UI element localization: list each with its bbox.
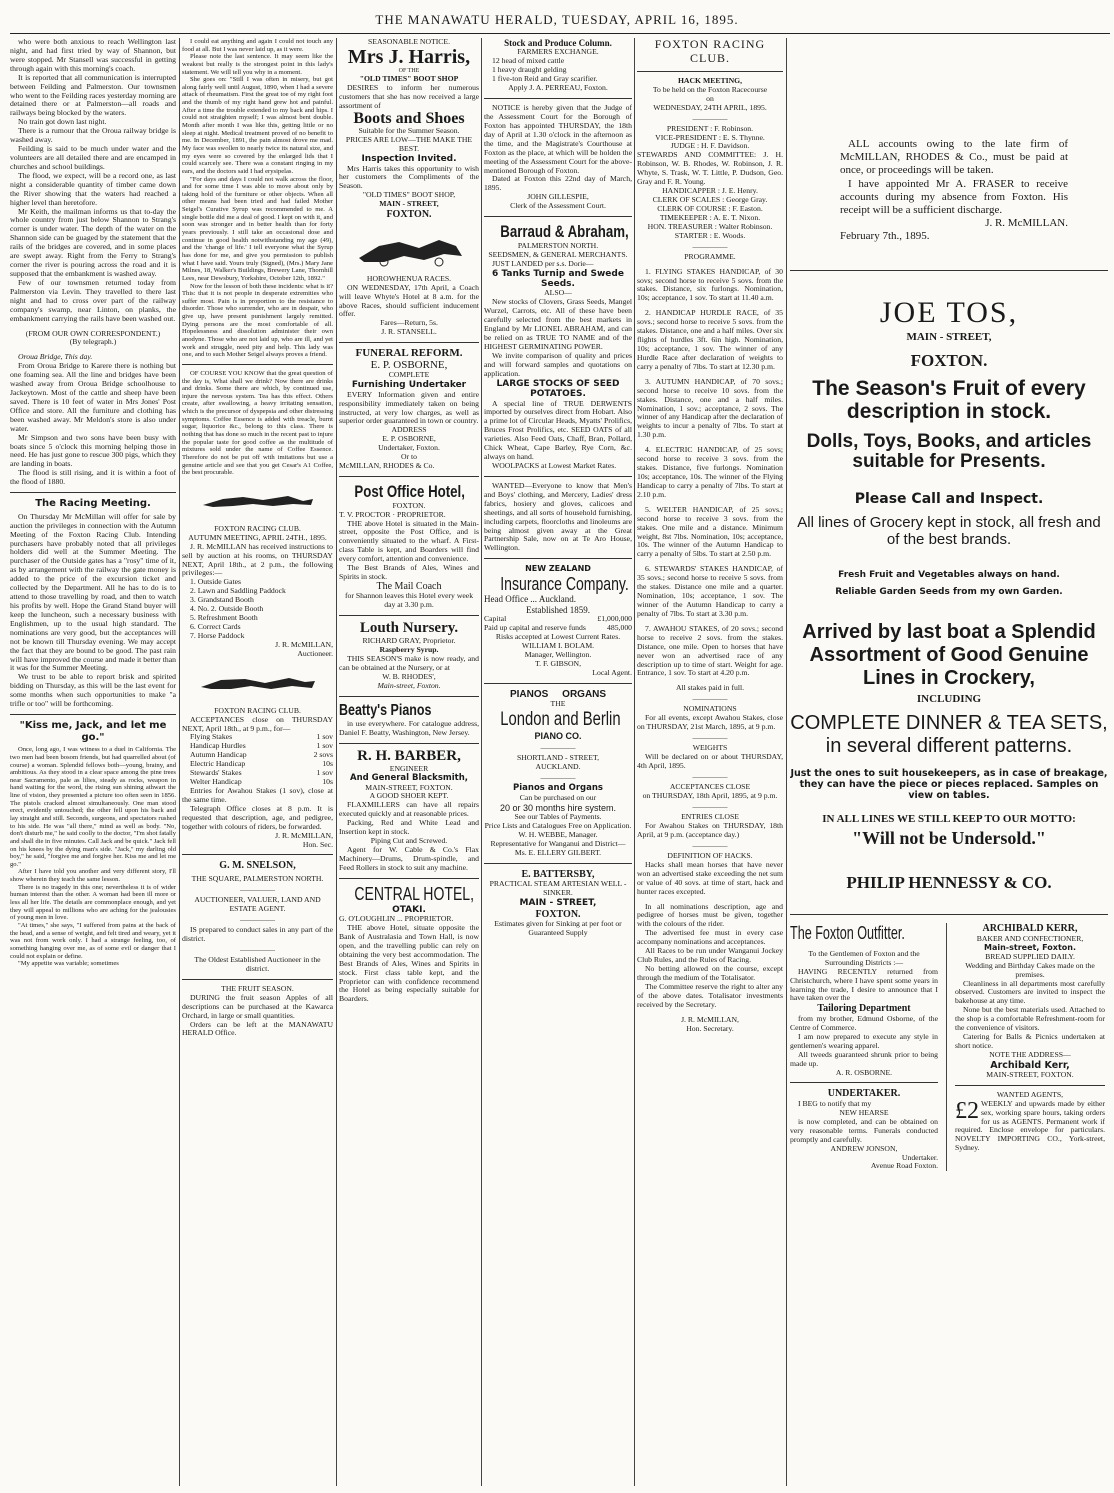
section-heading: DEFINITION OF HACKS. [667, 850, 753, 860]
trade: PRACTICAL STEAM ARTESIAN WELL - SINKER. [489, 879, 627, 898]
proprietor: G. O'LOUGHLIN ... PROPRIETOR. [339, 914, 454, 924]
ad-body: THIS SEASON'S make is now ready, and can be obtained at the Nursery, or at [339, 653, 479, 672]
ad-body: WEEKLY and upwards made by either sex, working spare hours, taking orders for us as AGENTS. Permanent work if required. Enclose envelope for particulars. NOVELTY IMPORTING CO., York-street, Sydney. [955, 1099, 1105, 1153]
proprietor: RICHARD GRAY, Proprietor. [362, 636, 456, 646]
ad-body: EVERY Information given and entire responsibility immediately taken on being instructed, at very low charges, as well as superior order guaranteed in town or country. [339, 389, 479, 426]
risks: Risks accepted at Lowest Current Rates. [495, 632, 621, 642]
ad-subtitle: AUCTIONEER, VALUER, LAND AND ESTATE AGENT. [194, 895, 321, 913]
engineer: ENGINEER [389, 763, 429, 773]
pianos-organs: PIANOS ORGANS [509, 688, 607, 700]
ad-body: Will be declared on or about THURSDAY, 4th April, 1895. [637, 752, 783, 771]
ad-body: Cleanliness in all departments most carefully observed. Customers are invited to inspect the bakehouse at any time. [955, 978, 1105, 1006]
paragraph: Now for the lesson of both these incidents: what is it? This: that it is not people in desperate extremities who suffer most. Pain is in proportion to the resistance to disorder. Those who surrender, who are in despair, who give up, have present punishment largely remitted. Dying persons are the most comfortable of all. Hopelessness and dissolution administer their own anodyne. Those who are not laid up, who are ill, and yet work and struggle, need pity and help. This lady was one, and to such Mother Seigel always proves a friend. [182, 282, 333, 359]
ad-body: No betting allowed on the course, except through the medium of the Totalisator. [637, 964, 783, 982]
ad-body: THE above Hotel is situated in the Main-street, opposite the Post Office, and is conveniently situated to the wharf. A First-class Table is kept, and Boarders will find every comfort, attention and convenience. [339, 518, 479, 564]
paragraph: "At times," she says, "I suffered from pains at the back of the head, and a sense of weight, and felt tired and weary, yet it was not from work only. I had a strange feeling, too, of something hanging over me, as of some evil or danger that I could not explain or define. [10, 921, 176, 960]
hearse: NEW HEARSE [839, 1107, 889, 1117]
list-item: TIMEKEEPER : A. E. T. Nixon. [659, 212, 761, 222]
list-item: STARTER : E. Woods. [674, 230, 746, 240]
signature: W. H. WEBBE, Manager. [518, 829, 598, 839]
table-row: Capital £1,000,000 [484, 614, 632, 624]
paragraph: The flood is still rising, and it is within a foot of the flood of 1880. [10, 468, 176, 487]
paragraph: I could eat anything and again I could not touch any food at all. But I was never laid up, as it were. [182, 38, 333, 53]
address: Avenue Road Foxton. [870, 1161, 938, 1171]
list-item: VICE-PRESIDENT : E. S. Thynne. [655, 132, 765, 142]
hire: 20 or 30 months hire system. [499, 802, 617, 813]
section-heading: WEIGHTS [692, 743, 728, 753]
the: THE [550, 699, 566, 709]
ad-body: JUST LANDED per s.s. Dorie— [492, 258, 594, 268]
race-entry: 6. STEWARDS' STAKES HANDICAP, of 35 sovs.; second horse to receive 5 sovs. from the stakes. Distance one mile and a quarter. Nomination, 10s; acceptance, 1 sov. The winner of the Autumn Handicap to carry a penalty of 7lbs. To start at 3.30 p.m. [637, 564, 783, 618]
list-item: CLERK OF COURSE : F. Easton. [657, 203, 763, 213]
signature-title: Auctioneer. [297, 648, 333, 658]
established: Established 1859. [526, 604, 590, 615]
fresh-fruit: Fresh Fruit and Vegetables always on hand. [838, 570, 1060, 581]
barber-title: R. H. BARBER, [357, 748, 461, 764]
ad-body: Estimates given for Sinking at per foot or Guaranteed Supply [494, 919, 622, 938]
season-line: The Season's Fruit of every description in stock. [812, 377, 1086, 424]
ad-body: for Shannon leaves this Hotel every week day at 3.30 p.m. [344, 591, 474, 610]
outfitter-title: The Foxton Outfitter. [790, 922, 905, 943]
ad-body: FLAXMILLERS can have all repairs executed quickly and at reasonable prices. [339, 800, 479, 819]
ad-body: Hacks shall mean horses that have never won an advertised stake exceeding the net sum or value of 40 sovs. at time of start, hack and hunter races excepted. [637, 859, 783, 896]
street: Main-street, Foxton. [377, 680, 441, 690]
wanted-ad: WANTED—Everyone to know that Men's and Boys' clothing, and Mercery, Ladies' dress fabrics, hosiery and gloves, calicoes and sheetings, and all sorts of household furnishing, including carpets, floorcloths and linoleums are being almost given away at the Great Partnership Sale, now on at Te Aro House, Wellington. [484, 480, 632, 553]
ad-body: The Committee reserve the right to alter any of the above dates. Totalisator investments received by the Secretary. [637, 981, 783, 1009]
town: FOXTON. [535, 908, 581, 920]
signature: ANDREW JONSON, [830, 1143, 898, 1153]
ad-title: HOROWHENUA RACES. [366, 273, 452, 283]
list-item: 12 head of mixed cattle [492, 56, 565, 66]
column-divider [634, 38, 635, 1486]
london-berlin-title: London and Berlin [500, 709, 621, 731]
mail-coach: The Mail Coach [376, 580, 442, 592]
ad-body: I have appointed Mr A. FRASER to receive accounts during my absence from Foxton. His receipt will be a sufficient discharge. [840, 177, 1068, 216]
table-row: Flying Stakes 1 sov [190, 732, 333, 742]
paragraph: Once, long ago, I was witness to a duel in California. The two men had been bosom friends, but had quarrelled about (of course) a woman. Splendid fellows both—young, brainy, and ambitious. As they stood in a clear space among the pine trees near Sacramento, pale as lilies, steady as rocks, weapon in hand waiting for the word, the rising sun shining athwart the line of vision, they presented a picture too often seen in 1856. The pistols cracked almost simultaneously. One man stood erect, evidently untouched; the other fell upon his back and lay straight and still. Seconds, surgeons, and spectators rushed to his side. He was "all there," mind as well as body. "No, don't disturb me," he said coolly to the doctor, "I'm shot fatally and shall die in five minutes. Call Jack and be quick." Jack fell on his knees by the dying man's side. "Jack," my darling old boy," he said, "forgive me and forgive her. Kiss me and let me go." [10, 746, 176, 868]
paragraph: "My appetite was variable; sometimes [18, 960, 119, 968]
telegraph-line: (By telegraph.) [69, 337, 117, 347]
paragraph: We trust to be able to report brisk and spirited bidding on Thursday, as this will be the last event for some months when such opportunities to make "a trifle or too" will be forthcoming. [10, 672, 176, 709]
signature: JOHN GILLESPIE, [527, 192, 589, 202]
paragraph: There is a rumour that the Oroua railway bridge is washed away. [10, 126, 176, 145]
farmers-exchange: FARMERS EXCHANGE. [517, 47, 599, 57]
raspberry: Raspberry Syrup. [379, 645, 439, 654]
note: NOTE THE ADDRESS— [989, 1049, 1071, 1059]
town: FOXTON. [910, 350, 988, 370]
trade: BAKER AND CONFECTIONER, [976, 933, 1084, 943]
ad-body: For all events, except Awahou Stakes, close on THURSDAY, 21st March, 1895, at 9 p.m. [637, 713, 783, 732]
ad-body: THE above Hotel, situate opposite the Bank of Australasia and Town Hall, is now open, and the travelling public can rely on obtaining the very best accommodation. The Best Brands of Ales, Wines and Spirits in stock. First class table kept, and the Proprietor can with confidence recommend the Hotel as being especially suitable for Boarders. [339, 922, 479, 1004]
ad-body: New stocks of Clovers, Grass Seeds, Mangel Wurzel, Carrots, etc. All of these have been carefully selected from the best markets in England by Mr LIONEL ABRAHAM, and can be relied on as TRUE TO NAME and of the HIGHEST GERMINATING POWER. [484, 297, 632, 351]
column-divider [179, 38, 180, 1486]
ad-body: PRICES ARE LOW—THE MAKE THE BEST. [345, 135, 473, 154]
paragraph: On Thursday Mr McMillan will offer for sale by auction the privileges in connection with the Autumn Meeting of the Foxton Racing Club. Intending purchasers have probably noted that all privileges holders did well at the Summer Meeting. The purchaser of the Outside gates has a "rosy" time of it, as by arrangement with the railway the gate money is added to the price of the excursion ticket and collected by the Department. All he has to do is to attend to those travelling by road, and then to watch his profits by well. Hope the Grand Stand buyer will keep the luncheon, such a necessary business with Englishmen, up to the usual high standard. The nominations are very good, but the acceptances will not be known till Thursday evening. We may accept the fact that they are bound to be good. The past rain will have improved the course and made it better than it was for the Summer Meeting. [10, 511, 176, 673]
tailoring: Tailoring Department [817, 1003, 911, 1015]
coach-illustration [344, 225, 474, 271]
signature: T. F. GIBSON, [534, 658, 581, 668]
list-item: 6. Correct Cards [190, 622, 241, 632]
signature-title: Local Agent. [592, 667, 632, 677]
ad-body: Agent for W. Cable & Co.'s Flax Machinery—Drums, Drum-spindle, and Feed Rollers in stock to suit any machine. [339, 844, 479, 872]
list-item: HON. TREASURER : Walter Robinson. [647, 221, 773, 231]
bottom-ads [790, 923, 1108, 1171]
signature: J. R. McMILLAN, [275, 830, 333, 840]
ad-body: The advertised fee must in every case accompany nominations and acceptances. [637, 928, 783, 947]
also: ALSO— [544, 288, 572, 298]
louth-title: Louth Nursery. [359, 620, 459, 637]
paragraph: From Oroua Bridge to Karere there is nothing but one foaming sea. All the line and bridges have been washed away from Oroua Bridge schoolhouse to Jackeytown. Most of the cattle and sheep have been saved. There is 10 feet of water in Mrs Jones' Post Office and store. All the furniture and clothing has been washed away. Mr Meldon's store is also under water. [10, 361, 176, 433]
ad-body: To be held on the Foxton Racecourse [652, 84, 768, 94]
street: MAIN - STREET, [379, 199, 439, 209]
stock-list [484, 57, 632, 84]
outfitter-ad [790, 923, 938, 1171]
column-divider [786, 38, 787, 1486]
article-heading: "Kiss me, Jack, and let me go." [19, 720, 167, 743]
ad-body: DURING the fruit season Apples of all descriptions can be purchased at the Kawarca Orchard, in large or small quantities. [182, 992, 333, 1020]
complete: COMPLETE [388, 370, 430, 380]
ad-body: For Awahou Stakes on THURSDAY, 18th April, at 9 p.m. (acceptance day.) [637, 821, 783, 839]
list-item: 7. Horse Paddock [190, 630, 245, 640]
signature: A. R. OSBORNE. [835, 1067, 893, 1077]
ad-body: Orders can be left at the MANAWATU HERALD Office. [182, 1019, 333, 1038]
beatty-title: Beatty's Pianos [339, 701, 432, 719]
ad-header: SEASONABLE NOTICE. [368, 38, 450, 46]
hennessy: PHILIP HENNESSY & CO. [846, 873, 1052, 893]
racehorse-illustration [193, 481, 323, 521]
column-divider [336, 38, 337, 1486]
signature-title: Clerk of the Assessment Court. [510, 201, 606, 211]
column-ads-2: Stock and Produce Column. FARMERS EXCHANGE. 12 head of mixed cattle 1 heavy draught gelding 1 five-ton Reid and Gray scarifier. Apply J. A. PERREAU, Foxton. NOTICE is hereby given that the Judge of the Assessment Court for the Borough of Foxton has appointed THURSDAY, the 18th day of April at 1.30 o'clock in the afternoon as the time, and the Magistrate's Courthouse at Foxton as the place, at which will be holden the meeting of the Assessment Court for the above-mentioned Borough of Foxton. Dated at Foxton this 22nd day of March, 1895. JOHN GILLESPIE, Clerk of the Assessment Court. Barraud & Abraham, PALMERSTON NORTH. SEEDSMEN, & GENERAL MERCHANTS. JUST LANDED per s.s. Dorie— 6 Tanks Turnip and Swede Seeds. ALSO— New stocks of Clovers, Grass Seeds, Mangel Wurzel, Carrots, etc. All of these have been carefully selected from the best markets in England by Mr LIONEL ABRAHAM, and can be relied on as TRUE TO NAME and of the HIGHEST GERMINATING POWER. We invite comparison of quality and prices and will forward samples and quotations on application. LARGE STOCKS OF SEED POTATOES. A special line of TRUE DERWENTS imported by ourselves direct from Hobart. Also a prime lot of Circular Heads, Myatts' Prolifics, Bruces Frost Prolifics, etc. SEED OATS of all varieties. Also Feed Oats, Chaff, Bran, Pollard, Chick Wheat, Cape Barley, Rye Corn, &c. always on hand. WOOLPACKS at Lowest Market Rates. WANTED—Everyone to know that Men's and Boys' clothing, and Mercery, Ladies' dress fabrics, hosiery and gloves, calicoes and sheetings, and all sorts of household furnishing, including carpets, floorcloths and linoleums are being almost given away at the Great Partnership Sale, now on at Te Aro House, Wellington. NEW ZEALAND Insurance Company. Head Office ... Auckland. Established 1859. Capital £1,000,000 Paid up capital and reserve funds 485,000 Risks accepted at Lowest Current Rates. WILLIAM I. BOLAM. Manager, Wellington. T. F. GIBSON, Local Agent. PIANOS ORGANS THE London and Berlin PIANO CO. ————— SHORTLAND - STREET, AUCKLAND. ————— Pianos and Organs Can be purchased on our 20 or 30 months hire system. See our Tables of Payments. Price Lists and Catalogues Free on Application. W. H. WEBBE, Manager. Representative for Wanganui and District— Ms. E. ELLERY GILBERT. E. BATTERSBY, PRACTICAL STEAM ARTESIAN WELL - SINKER. MAIN - STREET, FOXTON. Estimates given for Sinking at per foot or Guaranteed Supply [484, 38, 632, 938]
race-entry: 1. FLYING STAKES HANDICAP, of 30 sovs; second horse to receive 5 sovs. from the stakes. Distance, six furlongs. Nomination, 10s; acceptance, 1 sov. To start at 11.40 a.m. [637, 266, 783, 303]
street: Main-street, Foxton. [984, 943, 1076, 953]
ad-title: FOXTON RACING CLUB. [654, 38, 766, 65]
list-item: STEWARDS AND COMMITTEE: J. H. Robinson, W. B. Rhodes, W. Robinson, J. R. Whyte, S. Trask, W. T. Little, P. Dudson, Geo. Gray and F. R. Young. [637, 150, 783, 187]
wanted-agents: WANTED AGENTS, [996, 1089, 1064, 1099]
inspection-line: Inspection Invited. [361, 154, 457, 165]
osborne-name: E. P. OSBORNE, [382, 434, 436, 444]
race-entry: 2. HANDICAP HURDLE RACE, of 35 sovs.; second horse to receive 5 sovs. from the stakes. Distance, one and a half miles. Over six flights of hurdles 3ft. 6in high. Nomination, 10s; acceptance, 1 sov. The winner of any Hurdle Race after declaration of weights to carry a penalty of 7lbs. To start at 12.30 p.m. [637, 308, 783, 371]
column-ads-3: FOXTON RACING CLUB. HACK MEETING, To be held on the Foxton Racecourse on WEDNESDAY, 24TH APRIL, 1895. ————— PRESIDENT : F. Robinson. VICE-PRESIDENT : E. S. Thynne. JUDGE : H. F. Davidson. STEWARDS AND COMMITTEE: J. H. Robinson, W. B. Rhodes, W. Robinson, J. R. Whyte, S. Trask, W. T. Little, P. Dudson, Geo. Gray and F. R. Young. HANDICAPPER : J. E. Henry. CLERK OF SCALES : George Gray. CLERK OF COURSE : F. Easton. TIMEKEEPER : A. E. T. Nixon. HON. TREASURER : Walter Robinson. STARTER : E. Woods. ————— PROGRAMME. 1. FLYING STAKES HANDICAP, of 30 sovs; second horse to receive 5 sovs. from the stakes. Distance, six furlongs. Nomination, 10s; acceptance, 1 sov. To start at 11.40 a.m. 2. HANDICAP HURDLE RACE, of 35 sovs.; second horse to receive 5 sovs. from the stakes. Distance, one and a half miles. Over six flights of hurdles 3ft. 6in high. Nomination, 10s; acceptance, 1 sov. The winner of any Hurdle Race after declaration of weights to carry a penalty of 7lbs. To start at 12.30 p.m. 3. AUTUMN HANDICAP, of 70 sovs.; second horse to receive 10 sovs. from the stakes. Distance, one and a half miles. Nomination, 1 sov.; acceptance, 2 sovs. The winner of any Handicap after the declaration of weights to incur a penalty of 7lbs. To start at 1.30 p.m. 4. ELECTRIC HANDICAP, of 25 sovs; second horse to receive 3 sovs. from the stakes. Distance, five furlongs. Nomination 10s; acceptance, 10s. The winner of the Flying Handicap to carry a penalty of 7lbs. To start at 2.10 p.m. 5. WELTER HANDICAP, of 25 sovs.; second horse to receive 3 sovs. from the stakes. One mile and a distance. Minimum weight, 8st 7lbs. Nomination, 10s; acceptance, 10s. The winner of the Autumn Handicap to carry a penalty of 5lbs. To start at 2.50 p.m. 6. STEWARDS' STAKES HANDICAP, of 35 sovs.; second horse to receive 5 sovs. from the stakes. Distance one mile and a quarter. Nomination, 10s; acceptance, 1 sov. The winner of the Autumn Handicap to carry a penalty of 7lbs. To start at 3.30 p.m. 7. AWAHOU STAKES, of 20 sovs.; second horse to receive 2 sovs. from the stakes. Distance, one mile. Open to horses that have never won an advertised race of any description up to time of start. Weight for age. Entrance, 1 sov. To start at 4.20 p.m. All stakes paid in full. ————— NOMINATIONS For all events, except Awahou Stakes, close on THURSDAY, 21st March, 1895, at 9 p.m. ————— WEIGHTS Will be declared on or about THURSDAY, 4th April, 1895. ————— ACCEPTANCES CLOSE on THURSDAY, 18th April, 1895, at 9 p.m. ————— ENTRIES CLOSE For Awahou Stakes on THURSDAY, 18th April, at 9 p.m. (acceptance day.) ————— DEFINITION OF HACKS. Hacks shall mean horses that have never won an advertised stake exceeding the net sum or value of 40 sovs. at time of start, hack and hunter races excepted. In all nominations description, age and pedigree of horses must be given, together with the colours of the rider. The advertised fee must in every case accompany nominations and acceptances. All Races to be run under Wanganui Jockey Club Rules, and the Rules of Racing. No betting allowed on the course, except through the medium of the Totalisator. The Committee reserve the right to alter any of the above dates. Totalisator investments received by the Secretary. J. R. McMILLAN, Hon. Secretary. [637, 38, 783, 1033]
otaki: OTAKI. [392, 904, 426, 915]
signature-title: Manager, Wellington. [524, 650, 592, 660]
signature: J. R. McMILLAN. [985, 217, 1068, 230]
race-entry: 5. WELTER HANDICAP, of 25 sovs.; second horse to receive 3 sovs. from the stakes. One mile and a distance. Minimum weight, 8st 7lbs. Nomination, 10s; acceptance, 10s. The winner of the Autumn Handicap to carry a penalty of 5lbs. To start at 2.50 p.m. [637, 504, 783, 559]
race-entry: 3. AUTUMN HANDICAP, of 70 sovs.; second horse to receive 10 sovs. from the stakes. Distance, one and a half miles. Nomination, 1 sov.; acceptance, 2 sovs. The winner of any Handicap after the declaration of weights to incur a penalty of 7lbs. To start at 1.30 p.m. [637, 376, 783, 440]
section-heading: ACCEPTANCES CLOSE [669, 782, 751, 792]
street: SHORTLAND - STREET, [516, 752, 600, 762]
ad-title: G. M. SNELSON, [219, 860, 296, 872]
garden-seeds: Reliable Garden Seeds from my own Garden. [835, 586, 1063, 597]
address-label: ADDRESS [391, 425, 427, 435]
including: INCLUDING [916, 692, 982, 705]
signature-title: Hon. Secretary. [686, 1023, 734, 1033]
list-item: 3. Grandstand Booth [190, 595, 254, 605]
of-the: OF THE [398, 67, 420, 74]
please-call: Please Call and Inspect. [854, 491, 1044, 508]
ad-body: I BEG to notify that my [798, 1099, 872, 1109]
article-heading: The Racing Meeting. [35, 498, 151, 510]
ad-body: A special line of TRUE DERWENTS imported by ourselves direct from Hobart. Also a prime lot of Circular Heads, Myatts' Prolifics, Bruces Frost Prolifics, etc. SEED OATS of all varieties. Also Feed Oats, Chaff, Bran, Pollard, Chick Wheat, Cape Barley, Rye Corn, &c. always on hand. [484, 398, 632, 462]
list-item: 4. No. 2. Outside Booth [190, 604, 264, 614]
ad-body: Catering for Balls & Picnics undertaken at short notice. [955, 1032, 1105, 1050]
ad-body: in use everywhere. For catalogue address, Daniel F. Beatty, Washington, New Jersey. [339, 719, 479, 738]
town: FOXTON. [386, 209, 432, 221]
list-item: JUDGE : H. F. Davidson. [670, 141, 750, 151]
proprietor: T. V. PROCTOR · PROPRIETOR. [339, 509, 446, 519]
ad-body: All stakes paid in full. [675, 683, 745, 693]
ad-date: WEDNESDAY, 24TH APRIL, 1895. [653, 102, 767, 112]
ad-body: on [706, 93, 714, 103]
masthead: THE MANAWATU HERALD, TUESDAY, APRIL 16, 1895. [375, 12, 739, 27]
grocery-line: All lines of Grocery kept in stock, all fresh and of the best brands. [797, 513, 1101, 548]
barraud-title: Barraud & Abraham, [500, 222, 629, 242]
ad-body: Wedding and Birthday Cakes made on the premises. [965, 960, 1095, 979]
ad-body: I am now prepared to execute any style in gentlemen's wearing apparel. [790, 1031, 938, 1050]
acceptances-table [182, 733, 333, 787]
ad-subtitle: AUTUMN MEETING, APRIL 24TH., 1895. [188, 532, 327, 542]
stock-title: Stock and Produce Column. [504, 38, 612, 48]
racehorse-illustration [193, 663, 323, 703]
piano-co: PIANO CO. [534, 731, 582, 742]
column-divider [481, 38, 482, 1486]
ad-body: Can be purchased on our [519, 792, 597, 802]
list-item: 1. Outside Gates [190, 577, 242, 587]
race-entry: 7. AWAHOU STAKES, of 20 sovs.; second horse to receive 2 sovs. from the stakes. Distance, one mile. Open to horses that have never won an advertised race of any description up to time of start. Weight for age. Entrance, 1 sov. To start at 4.20 p.m. [637, 623, 783, 678]
ad-address: THE SQUARE, PALMERSTON NORTH. [191, 874, 324, 884]
signature: Ms. E. ELLERY GILBERT. [514, 847, 602, 857]
notice: NOTICE is hereby given that the Judge of the Assessment Court for the Borough of Foxton has appointed THURSDAY, the 18th day of April at 1.30 o'clock in the afternoon as the time, and the Magistrate's Courthouse at Foxton as the place, at which will be holden the meeting of the Assessment Court for the above-mentioned Borough of Foxton. [484, 103, 632, 175]
motto-line: IN ALL LINES WE STILL KEEP TO OUR MOTTO: [822, 812, 1076, 825]
ad-body: Price Lists and Catalogues Free on Application. [484, 820, 632, 830]
list-item: 2. Lawn and Saddling Paddock [190, 586, 286, 596]
shop-name: "OLD TIMES" BOOT SHOP [359, 73, 459, 83]
ad-body: We invite comparison of quality and prices and will forward samples and quotations on application. [484, 350, 632, 378]
street: MAIN - STREET, [519, 898, 597, 909]
paragraph: After I have told you another and very different story, I'll show wherein they teach the same lesson. [10, 868, 176, 884]
list-item: PRESIDENT : F. Robinson. [666, 123, 754, 133]
ad-title: FOXTON RACING CLUB. [214, 705, 301, 715]
hack-meeting: HACK MEETING, [677, 75, 743, 85]
rhodes: W. B. RHODES', [382, 671, 436, 681]
ad-date: February 7th., 1895. [840, 230, 930, 243]
privileges-list [182, 578, 333, 640]
ad-body: HAVING RECENTLY returned from Christchurch, where I have spent some years in learning the trade, I desire to announce that I have taken over the [790, 966, 938, 1003]
dinner-sets: COMPLETE DINNER & TEA SETS, in several different patterns. [790, 711, 1108, 757]
masthead-rule [10, 33, 1110, 34]
paragraph: Feilding is said to be much under water and the volunteers are all detailed there and are encamped in churches and school buildings. [10, 144, 176, 171]
ad-body: ACCEPTANCES close on THURSDAY NEXT, April 18th., at 9 p.m., for— [182, 714, 333, 733]
central-hotel-title: CENTRAL HOTEL, [354, 883, 475, 904]
harris-title: Mrs J. Harris, [347, 45, 471, 68]
ad-body: All Races to be run under Wanganui Jockey Club Rules, and the Rules of Racing. [637, 946, 783, 965]
paragraph: She goes on: "Still I was often in misery, but got along fairly well until August, 1890, when I had a severe attack of rheumatism. First the great toe of my right foot and the thumb of my right hand grew hot and painful. After a time the trouble extended to my back and hips. I could not straighten myself; I was almost bent double. Month after month I was like this, getting little or no sleep at night. Medical treatment proved of no benefit to me. In December, 1891, the pain almost drove me mad. My face was swollen to nearly twice its natural size, and my eyes were so covered by the enlarged lids that I could scarcely see. There was a constant ringing in my ears, and the doctors said I had erysipelas. [182, 76, 333, 175]
signature: J. R. STANSELL. [381, 327, 437, 337]
paragraph: Please note the last sentence. It may seem like the weakest but really is the strongest point in this lady's statement. We will tell you why in a moment. [182, 53, 333, 76]
head-office: Head Office ... Auckland. [484, 594, 577, 605]
table-row: Handicap Hurdles 1 sov [190, 741, 333, 751]
table-row: Paid up capital and reserve funds 485,000 [484, 623, 632, 633]
ad-body: Representative for Wanganui and District— [490, 838, 626, 848]
ad-body: Piping Cut and Screwed. [370, 836, 448, 846]
dated: Dated at Foxton this 22nd day of March, 1895. [484, 174, 632, 193]
ad-body: Mrs Harris takes this opportunity to wish her customers the Compliments of the Season. [339, 163, 479, 191]
list-item: CLERK OF SCALES : George Gray. [652, 194, 768, 204]
post-office-hotel-title: Post Office Hotel, [354, 481, 465, 501]
town: AUCKLAND. [535, 761, 581, 771]
paragraph: It is reported that all communication is interrupted between Feilding and Palmerston. Our townsmen who went to the Feilding races yesterday morning are detained there or at Palmerston—all roads and railways being blocked by the waters. [10, 72, 176, 118]
trade: SEEDSMEN, & GENERAL MERCHANTS. [488, 249, 628, 259]
tanks: 6 Tanks Turnip and Swede Seeds. [492, 268, 624, 290]
kerr-title: Archibald Kerr, [990, 1059, 1070, 1071]
dateline: Oroua Bridge, This day. [18, 352, 93, 362]
column-ads-1 [339, 38, 479, 1486]
insurance-title: Insurance Company. [500, 573, 629, 594]
paragraph: Mr Simpson and two sons have been busy with boats since 5 o'clock this morning helping those in need. He has just gone to rescue 300 pigs, which they are landing in boats. [10, 432, 176, 469]
list-item: 5. Refreshment Booth [190, 613, 258, 623]
arrived-line: Arrived by last boat a Splendid Assortment of Good Genuine Lines in Crockery, [802, 620, 1096, 689]
town: FOXTON. [392, 500, 426, 510]
paragraph: No train got down last night. [18, 117, 107, 127]
signature: J. R. McMILLAN, [681, 1014, 739, 1024]
furnishing-undertaker: Furnishing Undertaker [351, 380, 467, 391]
pianos-organs-sub: Pianos and Organs [513, 782, 603, 793]
ad-body: ON WEDNESDAY, 17th April, a Coach will leave Whyte's Hotel at 8 a.m. for the above Races, should sufficient inducement offer. [339, 282, 479, 319]
ad-body: Entries for Awahou Stakes (1 sov), close at the same time. [182, 786, 333, 804]
section-heading: ENTRIES CLOSE [681, 812, 739, 822]
street: MAIN-STREET, FOXTON. [986, 1069, 1074, 1079]
race-entry: 4. ELECTRIC HANDICAP, of 25 sovs; second horse to receive 3 sovs. from the stakes. Distance, five furlongs. Nomination 10s; acceptance, 10s. The winner of the Flying Handicap to carry a penalty of 7lbs. To start at 2.10 p.m. [637, 445, 783, 499]
ad-body: on THURSDAY, 18th April, 1895, at 9 p.m. [642, 791, 778, 801]
or-to: Or to [400, 452, 417, 462]
ad-body: In all nominations description, age and pedigree of horses must be given, together with the colours of the rider. [637, 901, 783, 929]
list-item: 1 five-ton Reid and Gray scarifier. [492, 74, 598, 84]
ad-body: from my brother, Edmund Osborne, of the Centre of Commerce. [790, 1013, 938, 1032]
ad-title: FOXTON RACING CLUB. [214, 523, 301, 533]
correspondent-line: (FROM OUR OWN CORRESPONDENT.) [25, 328, 161, 338]
ad-body: The Best Brands of Ales, Wines and Spirits in stock. [339, 563, 479, 582]
paragraph: Few of our townsmen returned today from Palmerston via Levin. They travelled to there last night and had to cross over part of the railway company's swamp, near Linton, on planks, the embankment carrying the rails have been washed out. [10, 277, 176, 323]
ad-body: The Oldest Established Auctioneer in the district. [194, 954, 321, 973]
osborne-name: E. P. OSBORNE, [370, 358, 448, 371]
ad-title: THE FRUIT SEASON. [221, 983, 294, 993]
ad-body: Suitable for the Summer Season. [358, 126, 460, 136]
signature: J. R. McMILLAN, [275, 639, 333, 649]
column-ads-wide [790, 38, 1108, 1486]
table-row: Welter Handicap 10s [190, 777, 333, 787]
ad-body: Packing, Red and White Lead and Insertion kept in stock. [339, 818, 479, 837]
ad-body: See our Tables of Payments. [514, 812, 602, 822]
street: MAIN-STREET, FOXTON. [365, 782, 453, 792]
table-row: Autumn Handicap 2 sovs [190, 750, 333, 760]
paragraph: who were both anxious to reach Wellington last night, and had first tried by way of Shannon, but were stopped. Mr Stansell was successful in getting through again with this morning's coach. [10, 38, 176, 73]
kerr-ad [955, 923, 1105, 1171]
ad-body: None but the best materials used. Attached to the shop is a comfortable Refreshment-room for the convenience of visitors. [955, 1005, 1105, 1033]
signature: WILLIAM I. BOLAM. [521, 641, 595, 651]
kerr-title: ARCHIBALD KERR, [982, 922, 1078, 934]
undertaker-title: UNDERTAKER. [827, 1088, 901, 1100]
ad-body: Telegraph Office closes at 8 p.m. It is requested that description, age, and pedigree, together with colours of riders, be forwarded. [182, 803, 333, 831]
list-item: 1 heavy draught gelding [492, 65, 567, 75]
undertaker: Undertaker, Foxton. [378, 443, 440, 453]
paragraph: "For days and days I could not walk across the floor, and for some time I was able to move about only by taking hold of the furniture or other objects. When all other means had been tried and had failed Mother Seigel's Curative Syrup was recommended to me. A single bottle did me a deal of good. I kept on with it, and soon was stronger and in better health than for forty years previously. I still take an occasional dose and continue in good health notwithstanding my age (49), and the 'change of life.' I tell everyone what the Syrup has done for me, and give you permission to publish what I have said. Yours truly (Signed), (Mrs.) Mary Jane Milnes, 18, Walker's Buildings, Brewery Lane, Thornhill Lees, near Dewsbury, Yorkshire, October 12th, 1892." [182, 175, 333, 282]
ad-body: WOOLPACKS at Lowest Market Rates. [492, 461, 617, 471]
seed-potatoes: LARGE STOCKS OF SEED POTATOES. [496, 378, 620, 400]
coffee-notice: OF COURSE YOU KNOW that the great question of the day is, What shall we drink? Now there are drinks and drinks. Some there are which, by continued use, injure the nervous system. Tea has this effect. Others create, after swallowing, a heavy irritating sensation, which is the precursor of dyspepsia and other distressing symptoms. Coffee Essence is added with treacle, burnt sugar, liquorice &c., belong to this class. There is nothing that has done so much in the recent past to injure the popular taste for good coffee as the multitude of mixtures sold under the name of Coffee Essence. Therefore do not be put off with imitations but use a genuine article and see that you get Cesar's A1 Coffee, the best procurable. [182, 369, 333, 477]
shop-name: "OLD TIMES" BOOT SHOP, [362, 190, 456, 200]
programme-heading: PROGRAMME. [684, 251, 736, 261]
fares: Fares—Return, 5s. [380, 318, 438, 328]
battersby-title: E. BATTERSBY, [521, 868, 595, 880]
ad-body: J. R. McMILLAN has received instructions to sell by auction at his rooms, on THURSDAY NEXT, April 18th., at 2 p.m., the following privileges:— [182, 541, 333, 578]
funeral-title: FUNERAL REFORM. [355, 347, 463, 360]
street: MAIN - STREET, [906, 331, 992, 343]
officials-list [637, 125, 783, 241]
table-row: Stewards' Stakes 1 sov [190, 768, 333, 778]
ad-body: All tweeds guaranteed shrunk prior to being made up. [790, 1049, 938, 1068]
table-row: Electric Handicap 10s [190, 759, 333, 769]
signature-title: Undertaker. [901, 1152, 938, 1162]
paragraph: Mr Keith, the mailman informs us that to-day the whole country from just below Shannon to Strang's corner is under water. The depth of the water on the Shannon side can be guaged by the statement that the rails of the bridges are covered, and in some places are swept away. Right from the Ferry to Strang's corner the river is pouring across the road and it is supposed that the embankment is washed away. [10, 206, 176, 278]
ad-body: To the Gentlemen of Foxton and the Surrounding Districts :— [808, 948, 920, 967]
apply: Apply J. A. PERREAU, Foxton. [508, 83, 608, 93]
blacksmith: And General Blacksmith, [349, 772, 469, 783]
paragraph: The flood, we expect, will be a record one, as last night a considerable quantity of timber came down the River showing that the waters had reached a higher level than heretofore. [10, 170, 176, 207]
town: PALMERSTON NORTH. [517, 240, 599, 250]
shoer: A GOOD SHOER KEPT. [369, 791, 449, 801]
ad-body: is now completed, and can be obtained on very reasonable terms. Funerals conducted promptly and carefully. [790, 1116, 938, 1144]
undersold: "Will not be Undersold." [852, 828, 1046, 849]
bread: BREAD SUPPLIED DAILY. [985, 951, 1075, 961]
pound-figure: £2 [955, 1099, 979, 1124]
accounts-notice [840, 138, 1068, 244]
ad-body: IS prepared to conduct sales in any part of the district. [182, 925, 333, 943]
ad-body: ALL accounts owing to the late firm of McMILLAN, RHODES & Co., must be paid at once, or proceedings will be taken. [840, 138, 1068, 177]
boots-title: Boots and Shoes [353, 109, 465, 127]
joe-tos-title: JOE TOS, [879, 295, 1019, 329]
nz: NEW ZEALAND [525, 564, 591, 574]
agents-ad [955, 1100, 1105, 1154]
paragraph: There is no tragedy in this one; nevertheless it is of wider human interest than the other. A woman had been ill more or less all her life. The details are commonplace enough, and yet they will appeal to millions who are aching for the jealousies of young men in love. [10, 883, 176, 922]
column-news-2: I could eat anything and again I could not touch any food at all. But I was never laid up, as it were. Please note the last sentence. It may seem like the weakest but really is the strongest point in this lady's statement. We will tell you why in a moment. She goes on: "Still I was often in misery, but got along fairly well until August, 1890, when I had a severe attack of rheumatism. First the great toe of my right foot and the thumb of my right hand grew hot and painful. After a time the trouble extended to my back and hips. I could not straighten myself; I was almost bent double. Month after month I was like this, getting little or no sleep at night. Medical treatment proved of no benefit to me. In December, 1891, the pain almost drove me mad. My face was swollen to nearly twice its natural size, and my eyes were so covered by the enlarged lids that I could scarcely see. There was a constant ringing in my ears, and the doctors said I had erysipelas. "For days and days I could not walk across the floor, and for some time I was able to move about only by taking hold of the furniture or other objects. When all other means had been tried and had failed Mother Seigel's Curative Syrup was recommended to me. A single bottle did me a deal of good. I kept on with it, and soon was stronger and in better health than for forty years previously. I still take an occasional dose and continue in good health notwithstanding my age (49), and the 'change of life.' I tell everyone what the Syrup has done for me, and give you permission to publish what I have said. Yours truly (Signed), (Mrs.) Mary Jane Milnes, 18, Walker's Buildings, Brewery Lane, Thornhill Lees, near Dewsbury, Yorkshire, October 12th, 1892." Now for the lesson of both these incidents: what is it? This: that it is not people in desperate extremities who suffer most. Pain is in proportion to the resistance to disorder. Those who surrender, who are in despair, who give up, have present punishment largely remitted. Dying persons are the most comfortable of all. Hopelessness and dissolution administer their own anodyne. Those who are not laid up, who are ill, and yet work and struggle, need pity and help. This lady was one, and to such Mother Seigel always proves a friend. OF COURSE YOU KNOW that the great question of the day is, What shall we drink? Now there are drinks and drinks. Some there are which, by continued use, injure the nervous system. Tea has this effect. Others create, after swallowing, a heavy irritating sensation, which is the precursor of dyspepsia and other distressing symptoms. Coffee Essence is added with treacle, burnt sugar, liquorice &c., belong to this class. There is nothing that has done so much in the recent past to injure the popular taste for good coffee as the multitude of mixtures sold under the name of Coffee Essence. Therefore do not be put off with imitations but use a genuine article and see that you get Cesar's A1 Coffee, the best procurable. FOXTON RACING CLUB. AUTUMN MEETING, APRIL 24TH., 1895. J. R. McMILLAN has received instructions to sell by auction at his rooms, on THURSDAY NEXT, April 18th., at 2 p.m., the following privileges:— 1. Outside Gates 2. Lawn and Saddling Paddock 3. Grandstand Booth 4. No. 2. Outside Booth 5. Refreshment Booth 6. Correct Cards 7. Horse Paddock J. R. McMILLAN, Auctioneer. FOXTON RACING CLUB. ACCEPTANCES close on THURSDAY NEXT, April 18th., at 9 p.m., for— Flying Stakes 1 sov Handicap Hurdles 1 sov Autumn Handicap 2 sovs Electric Handicap 10s Stewards' Stakes 1 sov Welter Handicap 10s Entries for Awahou Stakes (1 sov), close at the same time. Telegraph Office closes at 8 p.m. It is requested that description, age, and pedigree, together with colours of riders, be forwarded. J. R. McMILLAN, Hon. Sec. G. M. SNELSON, THE SQUARE, PALMERSTON NORTH. ————— AUCTIONEER, VALUER, LAND AND ESTATE AGENT. ————— IS prepared to conduct sales in any part of the district. ————— The Oldest Established Auctioneer in the district. THE FRUIT SEASON. DURING the fruit season Apples of all descriptions can be purchased at the Kawarca Orchard, in large or small quantities. Orders can be left at the MANAWATU HERALD Office. [182, 38, 333, 1038]
dolls-line: Dolls, Toys, Books, and articles suitable for Presents. [806, 430, 1092, 473]
section-heading: NOMINATIONS [683, 704, 737, 714]
signature-title: Hon. Sec. [302, 839, 333, 849]
list-item: HANDICAPPER : J. E. Henry. [662, 186, 758, 196]
firm: McMILLAN, RHODES & Co. [339, 461, 435, 471]
housekeepers: Just the ones to suit housekeepers, as in case of breakage, they can have the piece or pieces replaced. Samples on view on tables. [790, 767, 1108, 802]
column-news-1 [10, 38, 176, 1486]
ad-body: DESIRES to inform her numerous customers that she has now received a large assortment of [339, 82, 479, 110]
